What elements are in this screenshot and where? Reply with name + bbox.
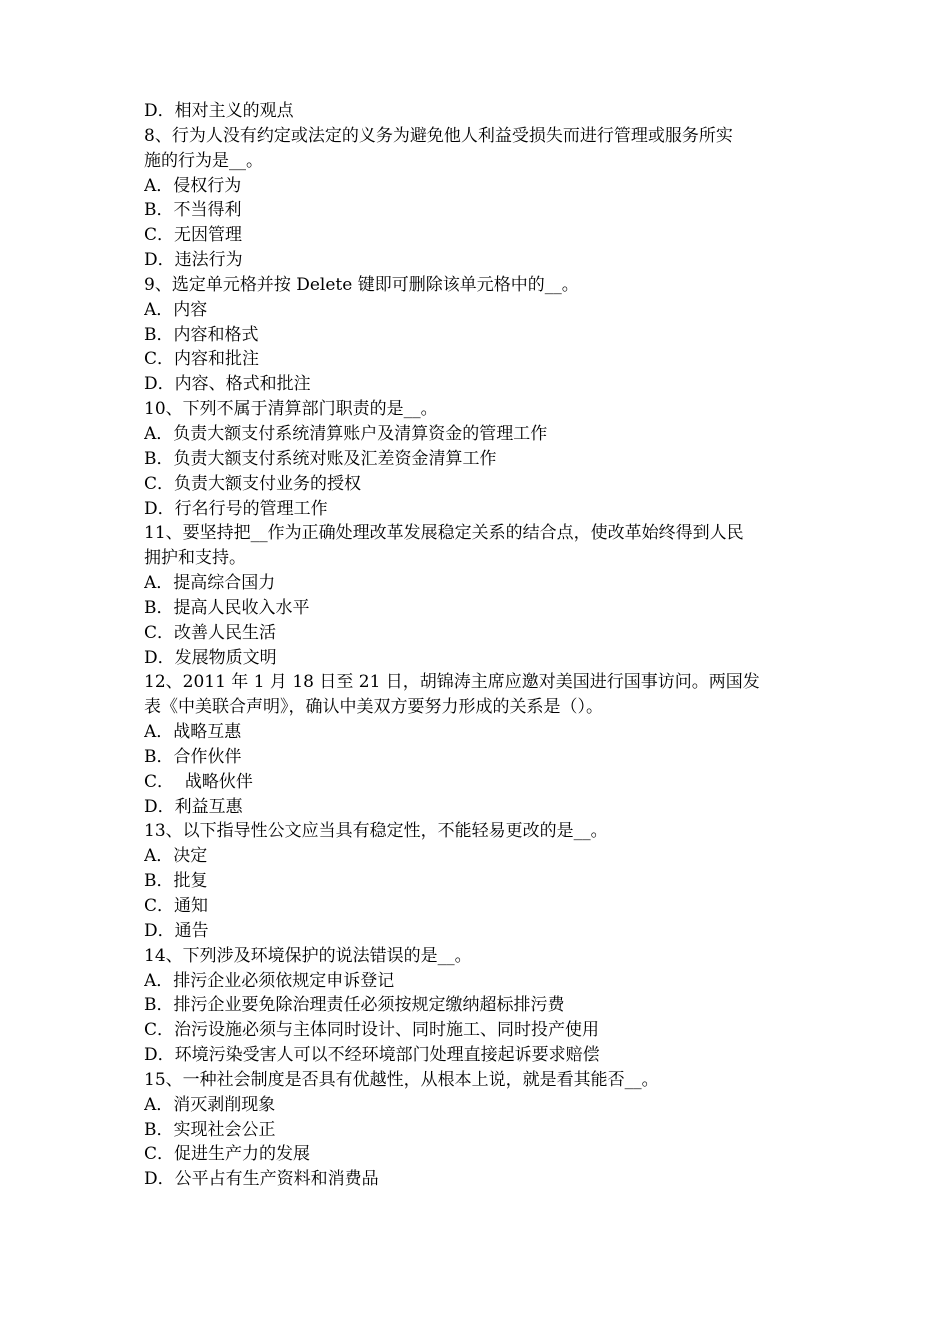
option-d-line: D．环境污染受害人可以不经环境部门处理直接起诉要求赔偿 — [144, 1045, 600, 1066]
option-b-line: B．批复 — [144, 871, 208, 892]
option-b-line: B．不当得利 — [144, 200, 242, 221]
option-d-line: D．行名行号的管理工作 — [144, 498, 328, 519]
option-b-line: B．合作伙伴 — [144, 746, 242, 767]
option-a-line: A．负责大额支付系统清算账户及清算资金的管理工作 — [144, 423, 548, 444]
question-14-line: 14、下列涉及环境保护的说法错误的是__。 — [144, 945, 472, 966]
option-b-line: B．提高人民收入水平 — [144, 597, 310, 618]
option-d-line: D．利益互惠 — [144, 796, 243, 817]
option-a-line: A．战略互惠 — [144, 722, 242, 743]
question-13-line: 13、以下指导性公文应当具有稳定性，不能轻易更改的是__。 — [144, 821, 608, 842]
option-d-line: D．违法行为 — [144, 250, 243, 271]
option-a-line: A．内容 — [144, 299, 208, 320]
question-11-line: 11、要坚持把__作为正确处理改革发展稳定关系的结合点，使改革始终得到人民 — [144, 523, 744, 544]
question-12-line: 12、2011 年 1 月 18 日至 21 日，胡锦涛主席应邀对美国进行国事访问。两国发 — [144, 672, 760, 693]
option-b-line: B．负责大额支付系统对账及汇差资金清算工作 — [144, 448, 497, 469]
option-d-line: D．公平占有生产资料和消费品 — [144, 1169, 379, 1190]
question-10-line: 10、下列不属于清算部门职责的是__。 — [144, 399, 438, 420]
question-9-line: 9、选定单元格并按 Delete 键即可删除该单元格中的__。 — [144, 274, 579, 295]
option-c-line: C．无因管理 — [144, 225, 243, 246]
option-a-line: A．排污企业必须依规定申诉登记 — [144, 970, 395, 991]
option-c-line: C．负责大额支付业务的授权 — [144, 473, 362, 494]
option-b-line: B．排污企业要免除治理责任必须按规定缴纳超标排污费 — [144, 995, 565, 1016]
option-c-line: C．促进生产力的发展 — [144, 1144, 311, 1165]
question-8-line: 8、行为人没有约定或法定的义务为避免他人利益受损失而进行管理或服务所实 — [144, 125, 733, 146]
option-b-line: B．实现社会公正 — [144, 1119, 276, 1140]
option-d-line: D．相对主义的观点 — [144, 101, 294, 121]
document-body — [144, 99, 814, 1192]
option-c-line: C．改善人民生活 — [144, 622, 277, 643]
option-b-line: B．内容和格式 — [144, 324, 259, 345]
option-c-line: C．通知 — [144, 896, 209, 916]
question-11-line-cont: 拥护和支持。 — [144, 548, 246, 569]
option-d-line: D．通告 — [144, 920, 209, 941]
option-c-line: C．治污设施必须与主体同时设计、同时施工、同时投产使用 — [144, 1020, 600, 1041]
question-12-line-cont: 表《中美联合声明》，确认中美双方要努力形成的关系是（）。 — [144, 697, 603, 718]
option-d-line: D．内容、格式和批注 — [144, 374, 311, 395]
option-a-line: A．侵权行为 — [144, 175, 242, 196]
option-a-line: A．消灭剥削现象 — [144, 1094, 276, 1115]
question-15-line: 15、一种社会制度是否具有优越性，从根本上说，就是看其能否__。 — [144, 1069, 659, 1090]
option-c-line: C． 战略伙伴 — [144, 771, 253, 792]
option-d-line: D．发展物质文明 — [144, 647, 277, 668]
question-8-line-cont: 施的行为是__。 — [144, 150, 263, 171]
option-a-line: A．提高综合国力 — [144, 573, 276, 594]
option-a-line: A．决定 — [144, 846, 208, 867]
option-c-line: C．内容和批注 — [144, 349, 260, 370]
